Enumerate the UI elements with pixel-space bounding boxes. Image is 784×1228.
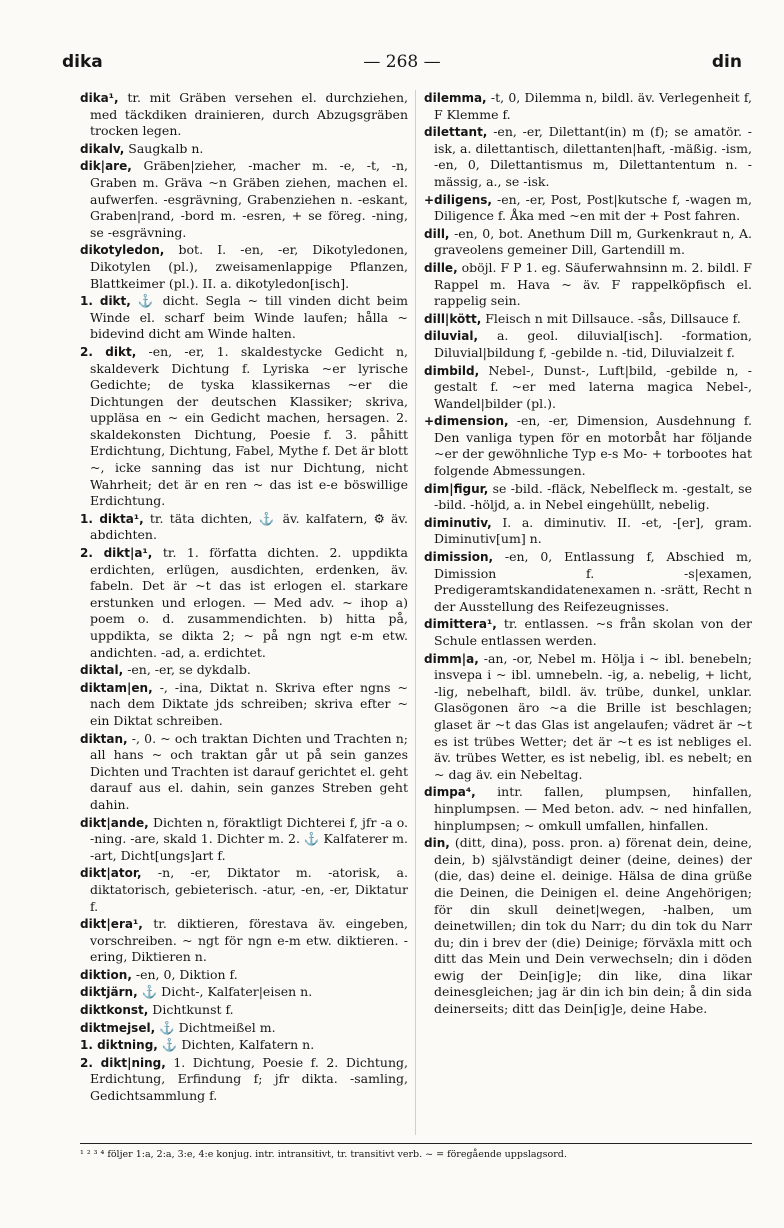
entry-definition: -, -ina, Diktat n. Skriva efter ngns ~ nach dem Diktate jds schreiben; skriva efter ~ ein Diktat schreiben. [90, 679, 408, 728]
entry-headword: dikalv, [80, 141, 125, 156]
entry-definition: -en, 0, bot. Anethum Dill m, Gurkenkraut n, A. graveolens gemeiner Dill, Gartendill m. [434, 225, 752, 258]
dictionary-entry [80, 293, 408, 343]
entry-definition: intr. fallen, plumpsen, hinfallen, hinplumpsen. — Med beton. adv. ~ ned hinfallen, hinplumpsen; ~ omkull umfallen, hinfallen. [434, 784, 752, 833]
entry-headword: 1. diktning, [80, 1038, 158, 1053]
entry-headword: dika¹, [80, 91, 119, 105]
footer-rule [80, 1143, 752, 1144]
entry-definition: ⚓ Dichtmeißel m. [159, 1019, 276, 1035]
entry-definition: tr. 1. författa dichten. 2. uppdikta erdichten, erlügen, ausdichten, erdenken, äv. fabeln. Det är ~t das ist erlogen el. starkare erstunken und erlogen. — Med adv. ~ ihop a) poem o. d. zusammendichten. b) hitta på, uppdikta, se dikta 2; ~ på ngn ngt e-m etw. andichten. -ad, a. erdichtet. [90, 545, 408, 660]
entry-definition: -t, 0, Dilemma n, bildl. äv. Verlegenheit f, F Klemme f. [434, 90, 752, 122]
entry-headword: diktan, [80, 731, 128, 746]
page-number: — 268 — [363, 52, 441, 72]
dictionary-entry [80, 158, 408, 241]
guide-word-right: din [711, 52, 742, 72]
entry-headword: diminutiv, [424, 515, 492, 530]
entry-definition: Dichten n, föraktligt Dichterei f, jfr -a o. -ning. -are, skald 1. Dichter m. 2. ⚓ Kalfaterer m. -art, Dicht[ungs]art f. [90, 814, 408, 863]
dictionary-entry [80, 1055, 408, 1105]
entry-headword: dill, [424, 226, 450, 241]
entry-definition: ⚓ Dichten, Kalfatern n. [161, 1037, 315, 1053]
dictionary-entry [424, 328, 752, 361]
entry-headword: 2. dikt|a¹, [80, 546, 153, 561]
entry-headword: diktkonst, [80, 1003, 149, 1018]
dictionary-entry [424, 311, 752, 328]
entry-headword: diktmejsel, [80, 1020, 156, 1035]
entry-definition: bot. I. -en, -er, Dikotyledonen, Dikotylen (pl.), zweisamenlappige Pflanzen, Blattkeimer (pl.). II. a. dikotyledon[isch]. [90, 242, 408, 291]
dictionary-entry [80, 731, 408, 814]
entry-definition: -en, -er, Dilettant(in) m (f); se amatör. -isk, a. dilettantisch, dilettanten|haft, -mäßig. -ism, -en, 0, Dilettantismus m, Dilettantentum n. -mässig, a., se -isk. [434, 124, 752, 189]
entry-headword: dilettant, [424, 125, 488, 140]
dictionary-entry [424, 835, 752, 1018]
footnote-legend: ¹ ² ³ ⁴ följer 1:a, 2:a, 3:e, 4:e konjug. intr. intransitivt, tr. transitivt verb. ~ = föregående uppslagsord. [80, 1149, 567, 1160]
dictionary-entry [80, 680, 408, 730]
entry-definition: -, 0. ~ och traktan Dichten und Trachten n; all hans ~ och traktan går ut på sein ganzes Dichten und Trachten ist darauf gerichtet el. geht darauf aus el. dahin, sein ganzes Streben geht dahin. [90, 730, 408, 812]
dictionary-entry [424, 226, 752, 259]
entry-headword: dikotyledon, [80, 243, 165, 258]
entry-headword: diktal, [80, 663, 124, 678]
page-header [62, 52, 742, 80]
dictionary-entry [80, 916, 408, 966]
entry-definition: tr. diktieren, förestava äv. eingeben, vorschreiben. ~ ngt för ngn e-m etw. diktieren. -ering, Diktieren n. [90, 916, 408, 965]
dictionary-entry [80, 344, 408, 510]
entry-definition: se -bild. -fläck, Nebelfleck m. -gestalt, se -bild. -höljd, a. in Nebel eingehüllt, nebelig. [434, 480, 752, 513]
entry-definition: (ditt, dina), poss. pron. a) förenat dein, deine, dein, b) självständigt deiner (deine, deines) der (die, das) deine el. deinige. Hälsa de dina grüße die Deinen, die Deinigen el. deine Angehörigen; för din skull deinet|wegen, -halben, um deinetwillen; din tok du Narr; du din tok du Narr du; din i brev der (die) Deinige; förväxla mitt och ditt das Mein und Dein verwechseln; din i döden ewig der Dein[ig]e; din like, dina likar deinesgleichen; jag är din ich bin dein; å din sida deinerseits; ditt das Dein[ig]e, deine Habe. [434, 835, 752, 1017]
entry-definition: -en, 0, Diktion f. [135, 966, 238, 982]
entry-headword: 2. dikt|ning, [80, 1055, 166, 1070]
dictionary-entry [424, 363, 752, 413]
entry-definition: oböjl. F P 1. eg. Säuferwahnsinn m. 2. bildl. F Rappel m. Hava ~ äv. F rappelköpfisch el. rappelig sein. [434, 259, 752, 309]
dictionary-entry [80, 865, 408, 915]
guide-word-left: dika [62, 52, 103, 72]
entry-headword: diluvial, [424, 329, 479, 344]
entry-headword: dilemma, [424, 91, 487, 105]
entry-definition: -en, 0, Entlassung f, Abschied m, Dimission f. -s|examen, Predigeramtskandidatenexamen n. -srätt, Recht n der Ausstellung des Reifezeugnisses. [434, 549, 752, 614]
entry-definition: tr. täta dichten, ⚓ äv. kalfatern, ⚙ äv. abdichten. [90, 510, 408, 543]
entry-headword: dimission, [424, 550, 494, 565]
entry-definition: tr. entlassen. ~s från skolan von der Schule entlassen werden. [434, 616, 752, 648]
entry-headword: dimbild, [424, 363, 480, 378]
dictionary-entry [80, 967, 408, 984]
dictionary-entry [424, 549, 752, 615]
entry-definition: -en, -er, se dykdalb. [127, 662, 251, 678]
entry-headword: 1. dikta¹, [80, 511, 144, 526]
dictionary-entry [424, 616, 752, 649]
entry-headword: dikt|ator, [80, 866, 142, 881]
dictionary-entry [424, 124, 752, 190]
dictionary-entry [80, 662, 408, 679]
entry-definition: ⚓ Dicht-, Kalfater|eisen n. [141, 984, 313, 1000]
entry-definition: ⚓ dicht. Segla ~ till vinden dicht beim Winde el. scharf beim Winde laufen; hålla ~ bidevind dicht am Winde halten. [90, 293, 408, 342]
dictionary-entry [424, 90, 752, 123]
entry-headword: diktion, [80, 967, 132, 982]
entry-headword: +dimension, [424, 414, 509, 429]
dictionary-entry [424, 515, 752, 548]
dictionary-entry [424, 784, 752, 834]
dictionary-entry [424, 481, 752, 514]
entry-headword: dim|figur, [424, 481, 489, 496]
entry-definition: a. geol. diluvial[isch]. -formation, Diluvial|bildung f, -gebilde n. -tid, Diluvialzeit f. [434, 328, 752, 360]
dictionary-entry [424, 260, 752, 310]
dictionary-entry [80, 242, 408, 292]
dictionary-entry [424, 192, 752, 225]
entry-definition: Nebel-, Dunst-, Luft|bild, -gebilde n, -gestalt f. ~er med laterna magica Nebel-, Wandel|bilder (pl.). [434, 362, 752, 411]
right-column [424, 90, 752, 1140]
entry-headword: dille, [424, 260, 458, 275]
dictionary-entry [80, 511, 408, 544]
entry-definition: Gräben|zieher, -macher m. -e, -t, -n, Graben m. Gräva ~n Gräben ziehen, machen el. aufwerfen. -esgrävning, Grabenziehen n. -eskant, Graben|rand, -bord m. -esren, + se föreg. -ning, se -esgrävning. [90, 158, 408, 240]
entry-definition: -en, -er, 1. skaldestycke Gedicht n, skaldeverk Dichtung f. Lyriska ~er lyrische Gedichte; de tyska klassikernas ~er die Dichtungen der deutschen Klassiker; skriva, uppläsa en ~ ein Gedicht machen, hersagen. 2. skaldekonsten Dichtung, Poesie f. 3. påhitt Erdichtung, Dichtung, Fabel, Mythe f. Det är blott ~, icke sanning das ist nur Dichtung, nicht Wahrheit; det är en ren ~ das ist e-e böswillige Erdichtung. [90, 343, 408, 509]
entry-definition: I. a. diminutiv. II. -et, -[er], gram. Diminutiv[um] n. [434, 514, 752, 547]
entry-definition: -en, -er, Post, Post|kutsche f, -wagen m, Diligence f. Åka med ~en mit der + Post fahren. [434, 191, 752, 224]
entry-definition: -en, -er, Dimension, Ausdehnung f. Den vanliga typen för en motorbåt har följande ~er der gewöhnliche Typ e-s Mo- + torbootes hat folgende Abmessungen. [434, 413, 752, 479]
dictionary-entry [424, 651, 752, 784]
entry-definition: -an, -or, Nebel m. Hölja i ~ ibl. benebeln; insvepa i ~ ibl. umnebeln. -ig, a. nebelig, + licht, -lig, nebelhaft, bildl. äv. trübe, dunkel, unklar. Glasögonen äro ~a die Brille ist beschlagen; glaset är ~t das Glas ist angelaufen; vädret är ~t es ist trübes Wetter; det är ~t es ist nebliges el. äv. trübes Wetter, es ist nebelig, ibl. es nebelt; en ~ dag äv. ein Nebeltag. [434, 650, 752, 782]
entry-headword: 2. dikt, [80, 344, 137, 359]
entry-definition: Saugkalb n. [128, 140, 204, 156]
entry-definition: Dichtkunst f. [152, 1002, 234, 1018]
left-column [80, 90, 408, 1140]
dictionary-entry [80, 545, 408, 661]
entry-headword: dimpa⁴, [424, 785, 476, 800]
entry-definition: -n, -er, Diktator m. -atorisk, a. diktatorisch, gebieterisch. -atur, -en, -er, Diktatur f. [90, 865, 408, 914]
entry-definition: 1. Dichtung, Poesie f. 2. Dichtung, Erdichtung, Erfindung f; jfr dikta. -samling, Gedichtsammlung f. [90, 1054, 408, 1104]
dictionary-entry [80, 815, 408, 865]
entry-headword: dill|kött, [424, 311, 482, 326]
dictionary-entry [424, 413, 752, 479]
entry-definition: tr. mit Gräben versehen el. durchziehen, med täckdiken drainieren, durch Abzugsgräben trocken legen. [90, 90, 408, 139]
dictionary-entry [80, 1002, 408, 1019]
entry-headword: dikt|ande, [80, 815, 149, 830]
entry-definition: Fleisch n mit Dillsauce. -sås, Dillsauce f. [485, 310, 741, 326]
entry-headword: +diligens, [424, 192, 492, 207]
entry-headword: dimittera¹, [424, 617, 497, 632]
entry-headword: din, [424, 836, 450, 851]
dictionary-entry [80, 1037, 408, 1054]
entry-headword: diktam|en, [80, 680, 153, 695]
entry-headword: dik|are, [80, 159, 132, 174]
dictionary-entry [80, 141, 408, 158]
entry-headword: dikt|era¹, [80, 917, 143, 932]
entry-headword: diktjärn, [80, 985, 138, 1000]
entry-headword: dimm|a, [424, 651, 479, 666]
entry-headword: 1. dikt, [80, 294, 131, 309]
column-divider [415, 90, 416, 1135]
dictionary-entry [80, 984, 408, 1001]
dictionary-entry [80, 1020, 408, 1037]
dictionary-entry [80, 90, 408, 140]
